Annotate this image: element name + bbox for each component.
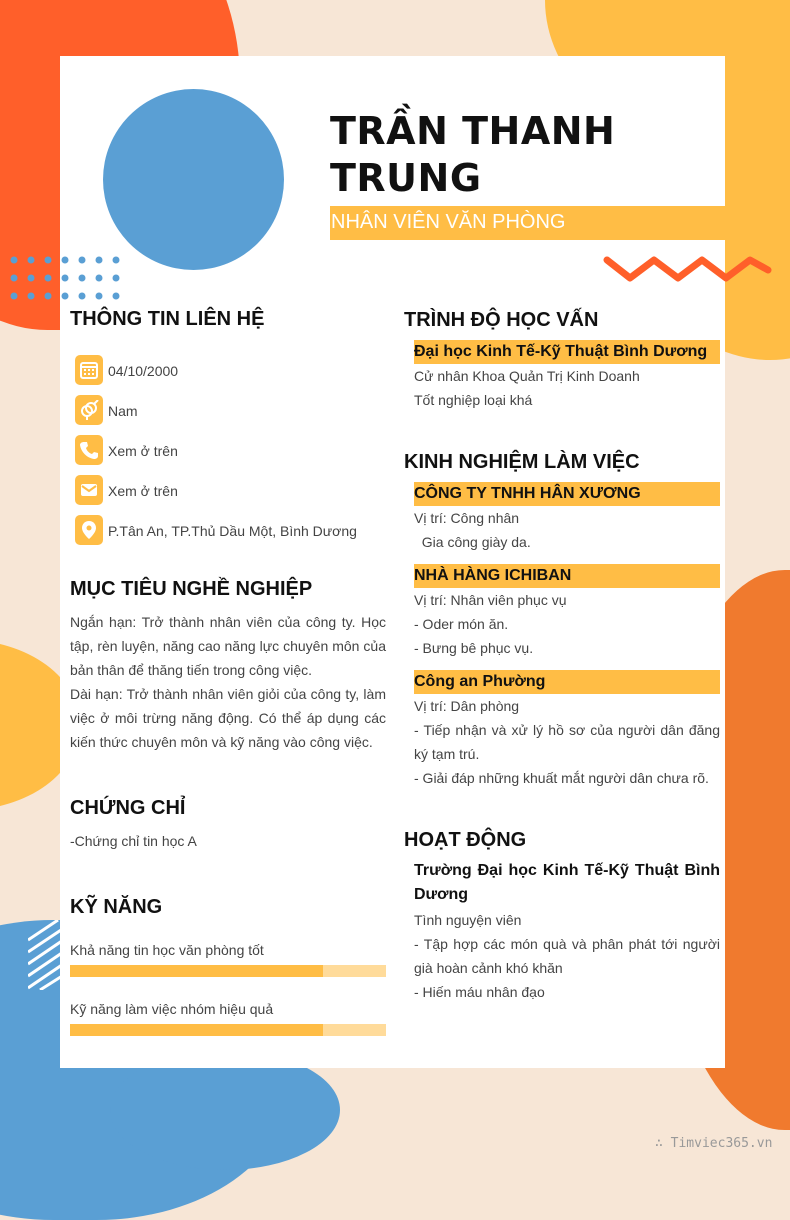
mail-icon — [75, 475, 103, 505]
avatar — [103, 89, 284, 270]
contact-address: P.Tân An, TP.Thủ Dầu Một, Bình Dương — [108, 523, 357, 539]
job-position: Vị trí: Công nhân — [414, 510, 520, 526]
job-detail: - Giải đáp những khuất mắt người dân chưa rõ. — [414, 770, 709, 786]
education-grade: Tốt nghiệp loại khá — [414, 392, 533, 408]
job-position: Vị trí: Nhân viên phục vụ — [414, 592, 567, 608]
job-detail: - Oder món ăn. — [414, 616, 509, 632]
education-degree: Cử nhân Khoa Quản Trị Kinh Doanh — [414, 368, 640, 384]
contact-heading: THÔNG TIN LIÊN HỆ — [70, 308, 265, 330]
certificates-heading: CHỨNG CHỈ — [70, 797, 186, 819]
watermark: ∴ Timviec365.vn — [655, 1136, 773, 1151]
education-school: Đại học Kinh Tế-Kỹ Thuật Bình Dương — [414, 343, 708, 360]
objective-heading: MỤC TIÊU NGHỀ NGHIỆP — [70, 578, 313, 600]
education-heading: TRÌNH ĐỘ HỌC VẤN — [404, 309, 599, 331]
calendar-icon — [75, 355, 103, 385]
skill-label: Kỹ năng làm việc nhóm hiệu quả — [70, 1001, 274, 1017]
background-shape-blue-bottom — [110, 1050, 340, 1170]
activity-organization: Trường Đại học Kinh Tế-Kỹ Thuật Bình Dương — [414, 862, 720, 903]
job-detail: Gia công giày da. — [414, 534, 531, 550]
skills-heading: KỸ NĂNG — [70, 896, 163, 918]
certificate-item: -Chứng chỉ tin học A — [70, 833, 197, 849]
job-position: Vị trí: Dân phòng — [414, 698, 520, 714]
objective-short-term: Ngắn hạn: Trở thành nhân viên của công ty. Học tập, rèn luyện, năng cao năng lực chuyên môn của bản thân để thăng tiến trong công việc. — [70, 614, 386, 678]
activity-detail: - Tập hợp các món quà và phân phát tới người già hoàn cảnh khó khăn — [414, 936, 720, 976]
contact-email: Xem ở trên — [108, 483, 178, 499]
job-title: NHÂN VIÊN VĂN PHÒNG — [331, 211, 566, 233]
dots-decoration — [8, 254, 128, 302]
gender-icon — [75, 395, 103, 425]
skill-bar — [70, 1024, 386, 1036]
activity-role: Tình nguyện viên — [414, 912, 522, 928]
contact-phone: Xem ở trên — [108, 443, 178, 459]
job-company: CÔNG TY TNHH HÂN XƯƠNG — [414, 485, 641, 502]
skill-bar — [70, 965, 386, 977]
zigzag-decoration — [603, 252, 773, 288]
contact-gender: Nam — [108, 403, 138, 419]
skill-bar-fill — [70, 965, 323, 977]
skill-label: Khả năng tin học văn phòng tốt — [70, 942, 264, 958]
phone-icon — [75, 435, 103, 465]
skill-bar-fill — [70, 1024, 323, 1036]
location-icon — [75, 515, 103, 545]
contact-birthdate: 04/10/2000 — [108, 363, 179, 379]
candidate-name — [330, 108, 690, 202]
name-line-2: TRUNG — [330, 156, 482, 200]
job-company: Công an Phường — [414, 673, 546, 690]
activities-heading: HOẠT ĐỘNG — [404, 829, 527, 851]
name-line-1: TRẦN THANH — [330, 109, 616, 153]
experience-heading: KINH NGHIỆM LÀM VIỆC — [404, 451, 640, 473]
activity-detail: - Hiến máu nhân đạo — [414, 984, 545, 1000]
job-detail: - Bưng bê phục vụ. — [414, 640, 534, 656]
objective-long-term: Dài hạn: Trở thành nhân viên giỏi của công ty, làm việc ở môi trừng năng động. Có thể áp dụng các kiến thức chuyên môn và kỹ năng vào công việc. — [70, 686, 386, 750]
job-detail: - Tiếp nhận và xử lý hồ sơ của người dân đăng ký tạm trú. — [414, 722, 720, 762]
job-company: NHÀ HÀNG ICHIBAN — [414, 567, 572, 584]
